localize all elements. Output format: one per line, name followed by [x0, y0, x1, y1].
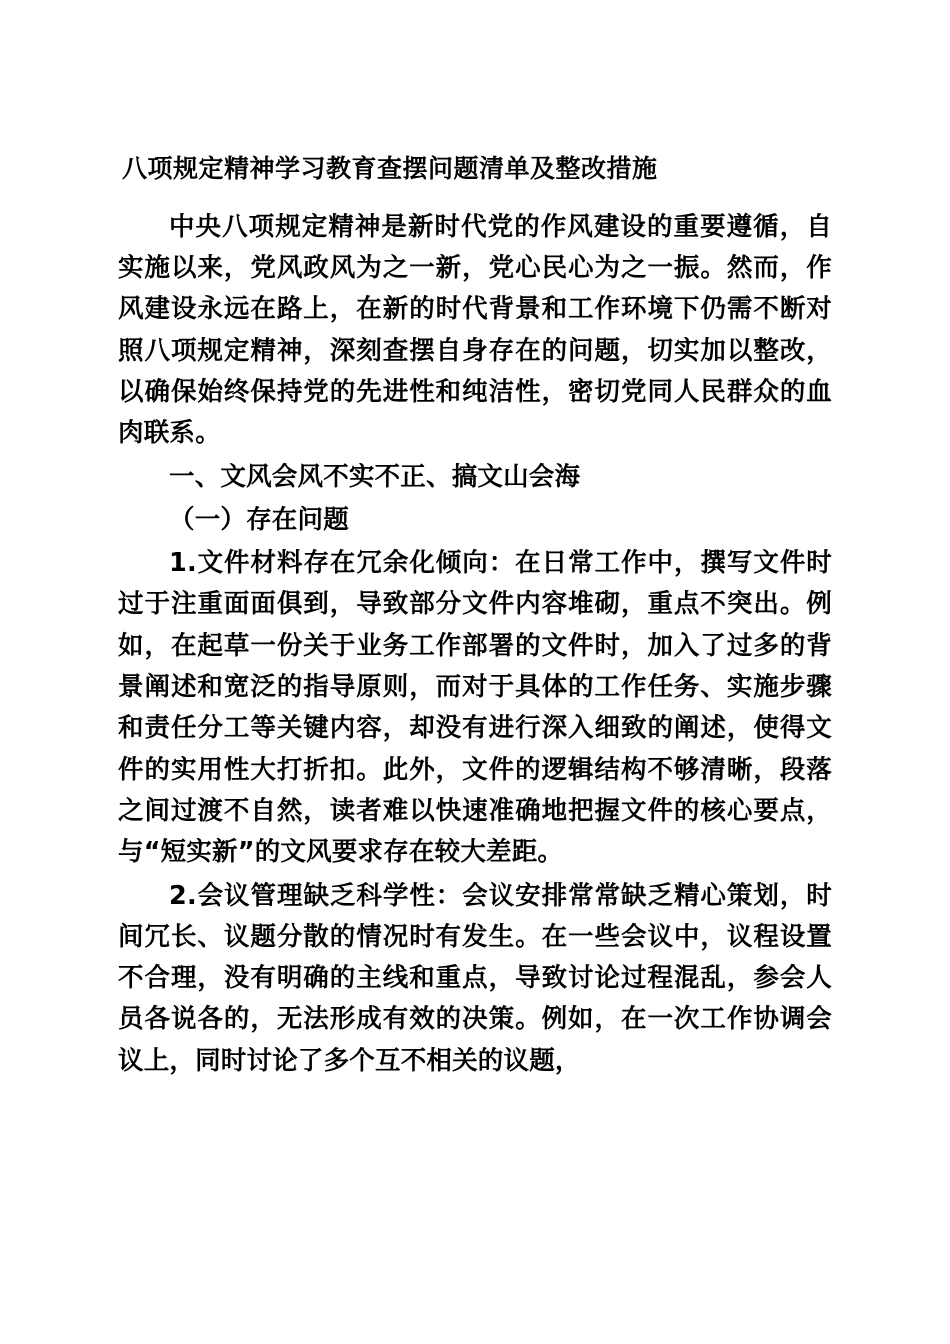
page-title: 八项规定精神学习教育查摆问题清单及整改措施: [122, 154, 658, 183]
section-heading-one: 一、文风会风不实不正、搞文山会海: [169, 461, 581, 492]
body-paragraph-item-1: 1.文件材料存在冗余化倾向：在日常工作中，撰写文件时过于注重面面俱到，导致部分文件内容堆砌，重点不突出。例如，在起草一份关于业务工作部署的文件时，加入了过多的背景阐述和宽泛的指导原则，而对于具体的工作任务、实施步骤和责任分工等关键内容，却没有进行深入细致的阐述，使得文件的实用性大打折扣。此外，文件的逻辑结构不够清晰，段落之间过渡不自然，读者难以快速准确地把握文件的核心要点，与“短实新”的文风要求存在较大差距。: [118, 548, 832, 868]
subsection-heading-problems: （一）存在问题: [169, 504, 349, 535]
body-paragraph-item-2: 2.会议管理缺乏科学性：会议安排常常缺乏精心策划，时间冗长、议题分散的情况时有发生。在一些会议中，议程设置不合理，没有明确的主线和重点，导致讨论过程混乱，参会人员各说各的，无法形成有效的决策。例如，在一次工作协调会议上，同时讨论了多个互不相关的议题，: [118, 880, 832, 1076]
body-paragraph-intro: 中央八项规定精神是新时代党的作风建设的重要遵循，自实施以来，党风政风为之一新，党心民心为之一振。然而，作风建设永远在路上，在新的时代背景和工作环境下仍需不断对照八项规定精神，深刻查摆自身存在的问题，切实加以整改，以确保始终保持党的先进性和纯洁性，密切党同人民群众的血肉联系。: [118, 211, 832, 449]
